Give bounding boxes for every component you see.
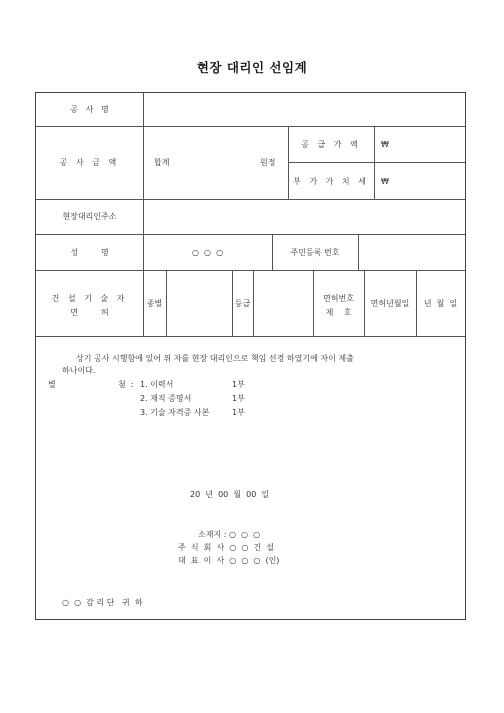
grade-label: 등급 (234, 299, 251, 308)
agent-address-label: 현장대리인주소 (62, 212, 117, 221)
vat-value: ₩ (381, 177, 389, 186)
document-title: 현장 대리인 선임계 (196, 60, 308, 75)
col-divider (166, 270, 167, 336)
attachment-count-2: 1부 (232, 394, 245, 403)
form-frame (35, 92, 466, 620)
attachment-item-1: 1. 이력서 (140, 380, 174, 389)
row-divider (36, 126, 465, 127)
row-divider (288, 162, 465, 163)
statement-line1: 상기 공사 시행함에 있어 위 자를 현장 대리인으로 책임 선경 하였기에 자이 제출 (76, 354, 354, 363)
recipient-line: ○ ○ 감 리 단 귀 하 (62, 598, 143, 607)
attachment-item-2: 2. 재직 증명서 (140, 394, 192, 403)
total-label: 합계 (154, 158, 170, 167)
address-line: 소재지 : ○ ○ ○ (198, 530, 261, 539)
row-divider (36, 336, 465, 337)
won-label: 원정 (260, 158, 276, 167)
name-value: ○ ○ ○ (191, 248, 224, 257)
supply-price-value: ₩ (381, 140, 389, 149)
project-amount-label: 공 사 금 액 (59, 158, 120, 167)
col-divider (253, 270, 254, 336)
row-divider (36, 270, 465, 271)
col-divider (288, 126, 289, 199)
row-divider (36, 199, 465, 200)
attachment-label-suffix: 첨 : (118, 380, 134, 389)
company-line: 주 식 회 사 ○ ○ 건 설 (178, 543, 274, 552)
col-divider (358, 234, 359, 270)
attachment-item-3: 3. 기술 자격증 사본 (140, 408, 210, 417)
resident-no-label: 주민등록 번호 (290, 248, 340, 257)
license-label-line1: 건 설 기 술 자 (51, 294, 128, 303)
license-no-label-line1: 면허번호 (323, 294, 354, 303)
type-label: 종별 (146, 299, 163, 308)
project-name-label: 공 사 명 (70, 105, 109, 114)
license-date-label: 면허년월일 (370, 299, 410, 308)
col-divider (374, 126, 375, 199)
license-no-label-line2: 제 호 (325, 308, 352, 317)
statement-line2: 하나이다. (62, 366, 96, 375)
name-label: 성 명 (70, 248, 109, 257)
license-label-line2: 면 허 (70, 308, 109, 317)
attachment-label: 별 (48, 380, 56, 389)
row-divider (36, 234, 465, 235)
attachment-count-1: 1부 (232, 380, 245, 389)
ceo-line: 대 표 이 사 ○ ○ ○ (인) (178, 556, 280, 565)
date-line: 20 년 00 월 00 일 (190, 490, 270, 499)
supply-price-label: 공 급 가 액 (301, 140, 361, 149)
vat-label: 부 가 가 치 세 (293, 177, 369, 186)
attachment-count-3: 1부 (232, 408, 245, 417)
ymd-label: 년 월 일 (423, 299, 458, 308)
